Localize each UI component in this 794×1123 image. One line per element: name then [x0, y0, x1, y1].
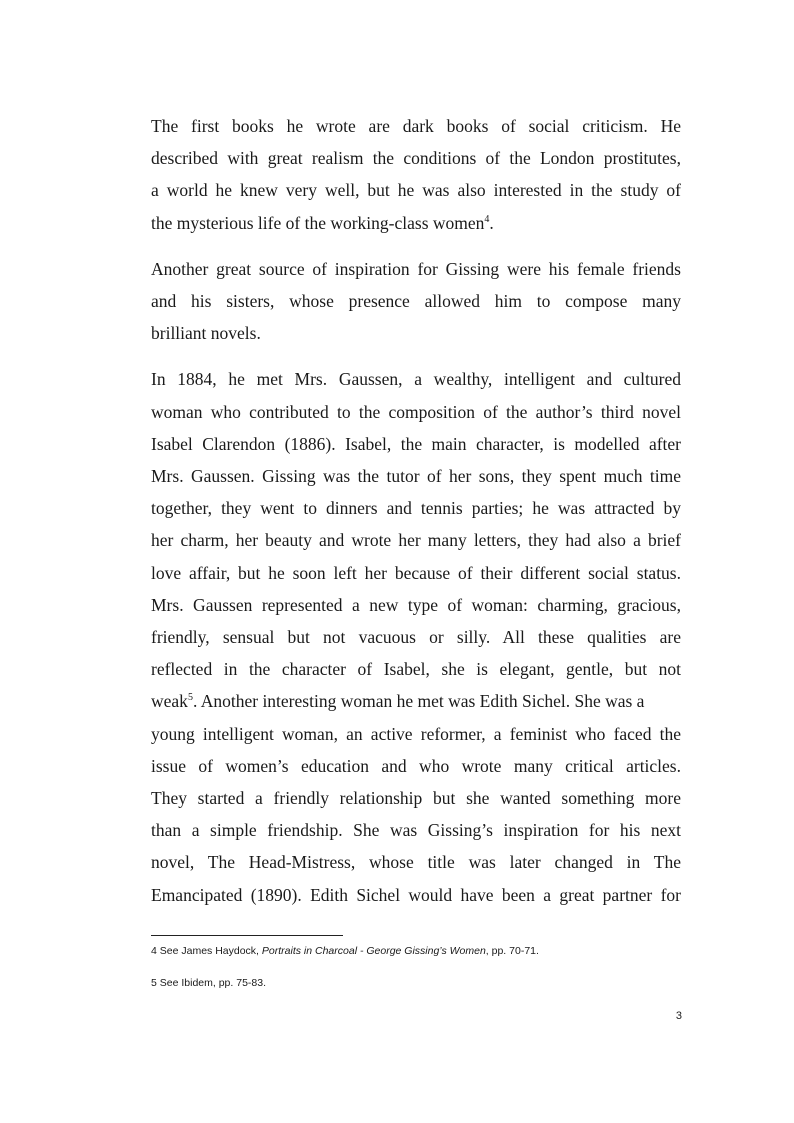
text-fragment: the mysterious life of the working-class women [151, 212, 485, 233]
text-line: Another great source of inspiration for Gissing were his female friends [151, 258, 681, 279]
text-line: together, they went to dinners and tennis parties; he was attracted by [151, 498, 681, 519]
text-line [151, 685, 681, 717]
footnote-number: 4 [151, 945, 157, 957]
text-fragment: . Another interesting woman he met was Edith Sichel. She was a [192, 691, 645, 712]
text-line: and his sisters, whose presence allowed him to compose many [151, 291, 681, 312]
footnote-4 [151, 945, 711, 957]
footnote-5 [151, 977, 711, 989]
text-line: young intelligent woman, an active reformer, a feminist who faced the [151, 723, 681, 744]
footnote-text: See Ibidem, pp. 75-83. [159, 977, 267, 989]
text-line: novel, The Head-Mistress, whose title was later changed in The [151, 852, 681, 873]
text-line: issue of women’s education and who wrote many critical articles. [151, 755, 681, 776]
text-line: Isabel Clarendon (1886). Isabel, the main character, is modelled after [151, 433, 681, 454]
text-fragment: . [489, 212, 494, 233]
footnote-number: 5 [151, 977, 157, 989]
text-line: In 1884, he met Mrs. Gaussen, a wealthy, intelligent and cultured [151, 369, 681, 390]
body-text [151, 110, 681, 925]
text-line: her charm, her beauty and wrote her many letters, they had also a brief [151, 530, 681, 551]
text-line: Emancipated (1890). Edith Sichel would have been a great partner for [151, 884, 681, 905]
footnote-ref-5[interactable]: 5 [187, 692, 193, 704]
text-line: The first books he wrote are dark books of social criticism. He [151, 116, 681, 136]
text-line: They started a friendly relationship but she wanted something more [151, 788, 681, 809]
text-line [151, 207, 681, 239]
text-line: Mrs. Gaussen. Gissing was the tutor of her sons, they spent much time [151, 466, 681, 487]
paragraph-1 [151, 110, 681, 239]
footnote-prefix: See James Haydock, [159, 945, 262, 957]
text-line: love affair, but he soon left her because of their different social status. [151, 562, 681, 583]
text-line: than a simple friendship. She was Gissing’s inspiration for his next [151, 820, 681, 841]
text-line: friendly, sensual but not vacuous or silly. All these qualities are [151, 627, 681, 648]
footnote-separator [151, 935, 343, 936]
text-line: reflected in the character of Isabel, she is elegant, gentle, but not [151, 659, 681, 680]
footnote-suffix: , pp. 70-71. [485, 945, 539, 957]
paragraph-2 [151, 253, 681, 350]
footnote-ref-4[interactable]: 4 [484, 213, 490, 225]
text-fragment: weak [151, 691, 188, 712]
text-line: woman who contributed to the composition of the author’s third novel [151, 401, 681, 422]
text-line: a world he knew very well, but he was also interested in the study of [151, 180, 681, 201]
paragraph-3 [151, 363, 681, 910]
footnote-book-title: Portraits in Charcoal - George Gissing’s Women [261, 945, 486, 957]
text-line: Mrs. Gaussen represented a new type of woman: charming, gracious, [151, 594, 681, 615]
text-line: brilliant novels. [151, 323, 261, 344]
page-number: 3 [675, 1010, 682, 1022]
text-line: described with great realism the conditions of the London prostitutes, [151, 148, 681, 169]
